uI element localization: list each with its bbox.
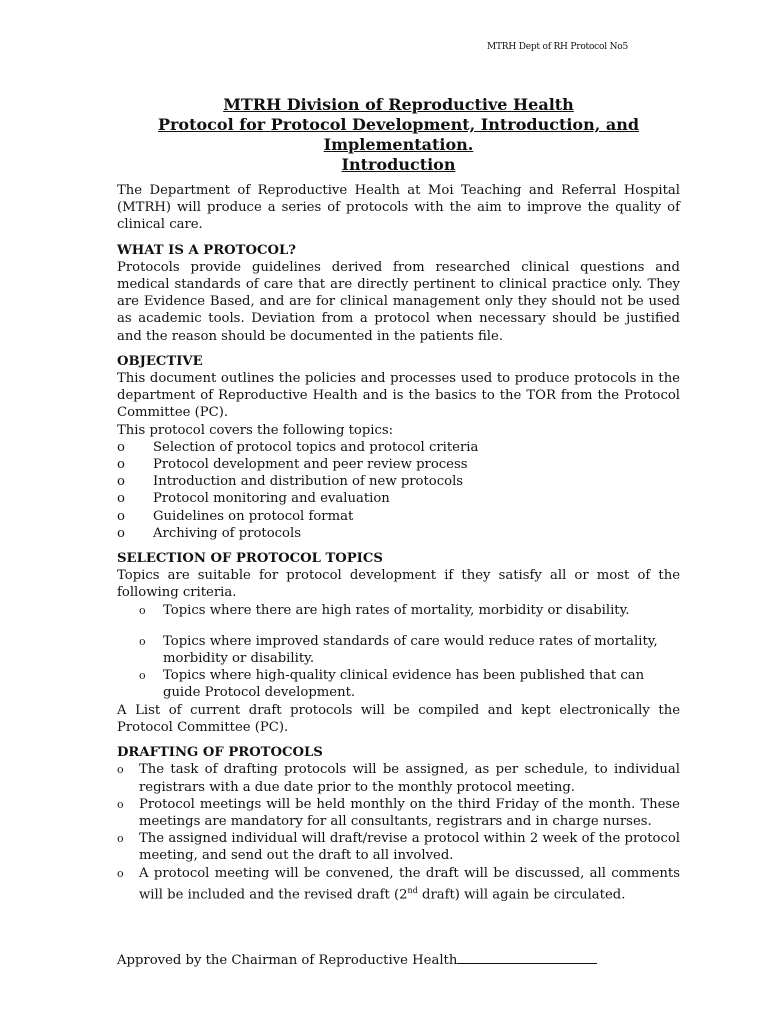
bullet-icon: o — [117, 525, 125, 541]
list-item: o A protocol meeting will be convened, the draft will be discussed, all comments will be included and the revised draft (2nd draft) will again be circulated. — [117, 865, 680, 903]
approval-line — [117, 953, 597, 968]
approval-text: Approved by the Chairman of Reproductive Health — [117, 953, 458, 968]
list-item: o The assigned individual will draft/revise a protocol within 2 week of the protocol meeting, and send out the draft to all involved. — [117, 831, 680, 864]
selection-paragraph: Topics are suitable for protocol development if they satisfy all or most of the following criteria. — [117, 568, 680, 601]
bullet-icon: o — [117, 508, 125, 524]
signature-line — [457, 953, 597, 964]
selection-heading: SELECTION OF PROTOCOL TOPICS — [117, 551, 383, 567]
objective-heading: OBJECTIVE — [117, 353, 203, 369]
objective-paragraph: This document outlines the policies and processes used to produce protocols in the department of Reproductive Health and is the basics to the TOR from the Protocol Committee (PC). — [117, 371, 680, 421]
bullet-icon: o — [117, 457, 125, 473]
list-item: o Protocol development and peer review process — [117, 457, 468, 473]
title-line-4: Introduction — [341, 155, 456, 174]
drafting-heading: DRAFTING OF PROTOCOLS — [117, 745, 323, 761]
document-title — [117, 95, 680, 175]
list-item: o Topics where there are high rates of mortality, morbidity or disability. — [139, 602, 630, 618]
topics-list — [117, 439, 680, 542]
list-item: o Guidelines on protocol format — [117, 508, 354, 524]
bullet-icon: o — [117, 832, 124, 846]
list-item: o Archiving of protocols — [117, 525, 301, 541]
selection-closing: A List of current draft protocols will be compiled and kept electronically the Protocol Committee (PC). — [117, 702, 680, 735]
bullet-icon: o — [139, 603, 146, 617]
document-body — [117, 182, 680, 903]
what-is-heading: WHAT IS A PROTOCOL? — [117, 242, 296, 258]
list-item: o Introduction and distribution of new protocols — [117, 474, 464, 490]
title-line-3: Implementation. — [323, 135, 474, 154]
bullet-icon: o — [139, 669, 146, 683]
criteria-list — [117, 602, 680, 702]
bullet-icon: o — [117, 797, 124, 811]
title-line-1: MTRH Division of Reproductive Health — [223, 95, 574, 114]
title-line-2: Protocol for Protocol Development, Introduction, and — [157, 115, 640, 134]
list-item: o Protocol monitoring and evaluation — [117, 491, 390, 507]
bullet-icon: o — [117, 866, 124, 880]
bullet-icon: o — [139, 634, 146, 648]
bullet-icon: o — [117, 763, 124, 777]
bullet-icon: o — [117, 474, 125, 490]
drafting-list — [117, 761, 680, 903]
list-item: o Topics where high-quality clinical evidence has been published that can guide Protocol development. — [139, 668, 645, 701]
topics-intro: This protocol covers the following topics: — [117, 422, 394, 438]
intro-paragraph: The Department of Reproductive Health at Moi Teaching and Referral Hospital (MTRH) will produce a series of protocols with the aim to improve the quality of clinical care. — [117, 183, 680, 233]
list-item: o Selection of protocol topics and protocol criteria — [117, 439, 479, 455]
bullet-icon: o — [117, 439, 125, 455]
bullet-icon: o — [117, 491, 125, 507]
what-is-paragraph: Protocols provide guidelines derived from researched clinical questions and medical standards of care that are directly pertinent to clinical practice only. They are Evidence Based, and are for clinical management only they should not be used as academic tools. Deviation from a protocol when necessary should be justified and the reason should be documented in the patients file. — [117, 259, 680, 344]
list-item: o Protocol meetings will be held monthly on the third Friday of the month. These meetings are mandatory for all consultants, registrars and in charge nurses. — [117, 796, 680, 829]
list-item: o The task of drafting protocols will be assigned, as per schedule, to individual registrars with a due date prior to the monthly protocol meeting. — [117, 762, 680, 795]
header-reference: MTRH Dept of RH Protocol No5 — [486, 42, 628, 52]
list-item: o Topics where improved standards of care would reduce rates of mortality, morbidity or disability. — [139, 633, 658, 667]
